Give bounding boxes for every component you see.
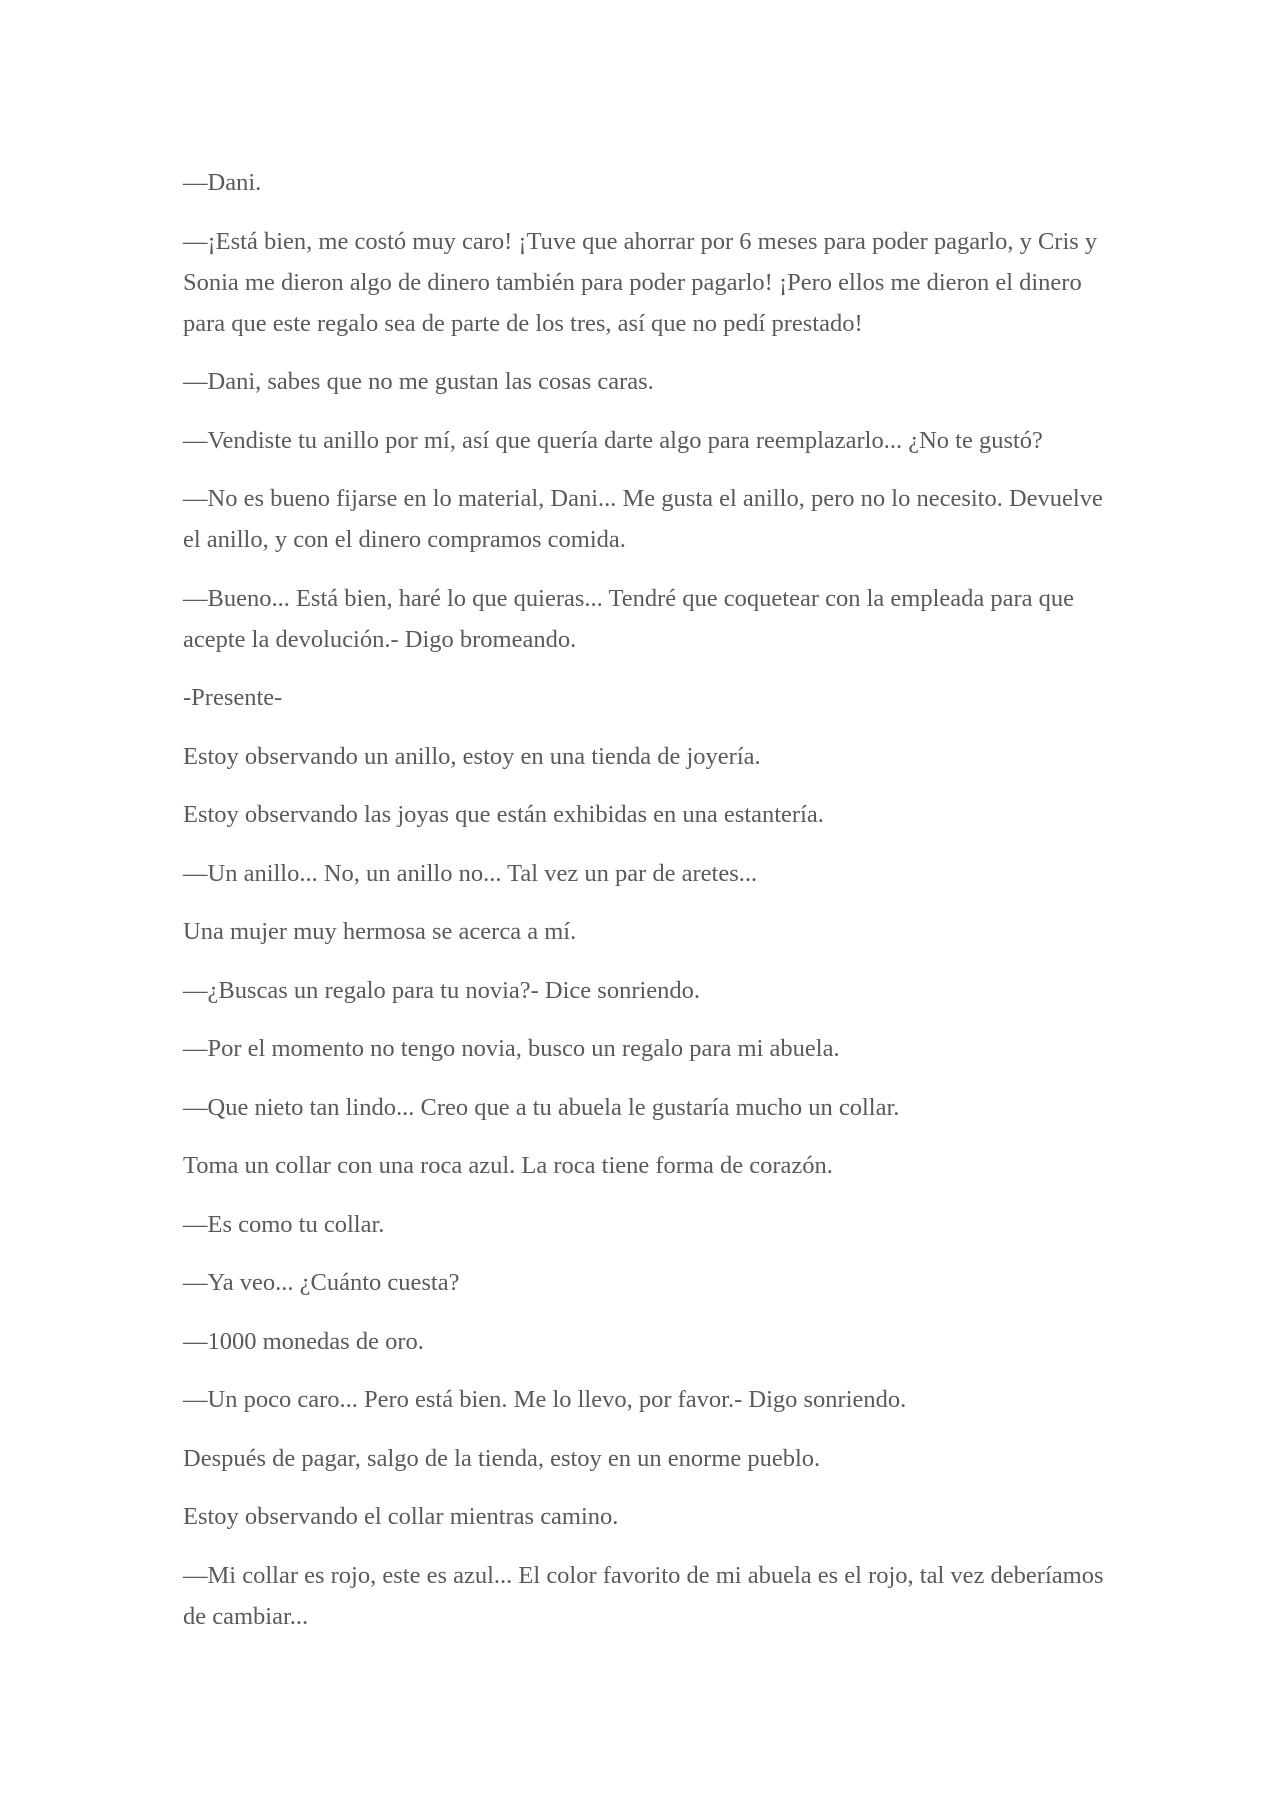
paragraph: —Dani. [183, 169, 262, 196]
paragraph: —Un anillo... No, un anillo no... Tal vez un par de aretes... [183, 859, 758, 887]
paragraph: —No es bueno fijarse en lo material, Dani... Me gusta el anillo, pero no lo necesito. Devuelve el anillo, y con el dinero compramos comida. [183, 485, 1103, 553]
paragraph: Toma un collar con una roca azul. La roca tiene forma de corazón. [183, 1152, 833, 1179]
paragraph: —Que nieto tan lindo... Creo que a tu abuela le gustaría mucho un collar. [183, 1093, 900, 1121]
paragraph: —Es como tu collar. [183, 1210, 385, 1238]
paragraph: —1000 monedas de oro. [183, 1327, 424, 1355]
paragraph: —Bueno... Está bien, haré lo que quieras... Tendré que coquetear con la empleada para que acepte la devolución.- Digo bromeando. [183, 584, 1075, 653]
paragraph: —Dani, sabes que no me gustan las cosas caras. [183, 368, 654, 395]
paragraph: —Ya veo... ¿Cuánto cuesta? [183, 1269, 460, 1296]
paragraph: —¿Buscas un regalo para tu novia?- Dice sonriendo. [183, 976, 701, 1004]
paragraph: —Por el momento no tengo novia, busco un regalo para mi abuela. [183, 1035, 840, 1062]
paragraph: —Mi collar es rojo, este es azul... El color favorito de mi abuela es el rojo, tal vez deberíamos de cambiar... [183, 1561, 1104, 1630]
paragraph: —Un poco caro... Pero está bien. Me lo llevo, por favor.- Digo sonriendo. [183, 1386, 907, 1413]
section-marker: -Presente- [183, 684, 283, 711]
paragraph: Estoy observando las joyas que están exhibidas en una estantería. [183, 801, 824, 828]
paragraph: Una mujer muy hermosa se acerca a mí. [183, 918, 577, 945]
paragraph: —¡Está bien, me costó muy caro! ¡Tuve que ahorrar por 6 meses para poder pagarlo, y Cris y Sonia me dieron algo de dinero también para poder pagarlo! ¡Pero ellos me dieron el dinero para que este regalo sea de parte de los tres, así que no pedí prestado! [183, 227, 1098, 337]
paragraph: Estoy observando un anillo, estoy en una tienda de joyería. [183, 742, 761, 770]
paragraph: Después de pagar, salgo de la tienda, estoy en un enorme pueblo. [183, 1444, 821, 1472]
paragraph: —Vendiste tu anillo por mí, así que quería darte algo para reemplazarlo... ¿No te gustó? [183, 426, 1043, 454]
paragraph: Estoy observando el collar mientras camino. [183, 1503, 619, 1530]
document-body [183, 162, 1113, 1654]
